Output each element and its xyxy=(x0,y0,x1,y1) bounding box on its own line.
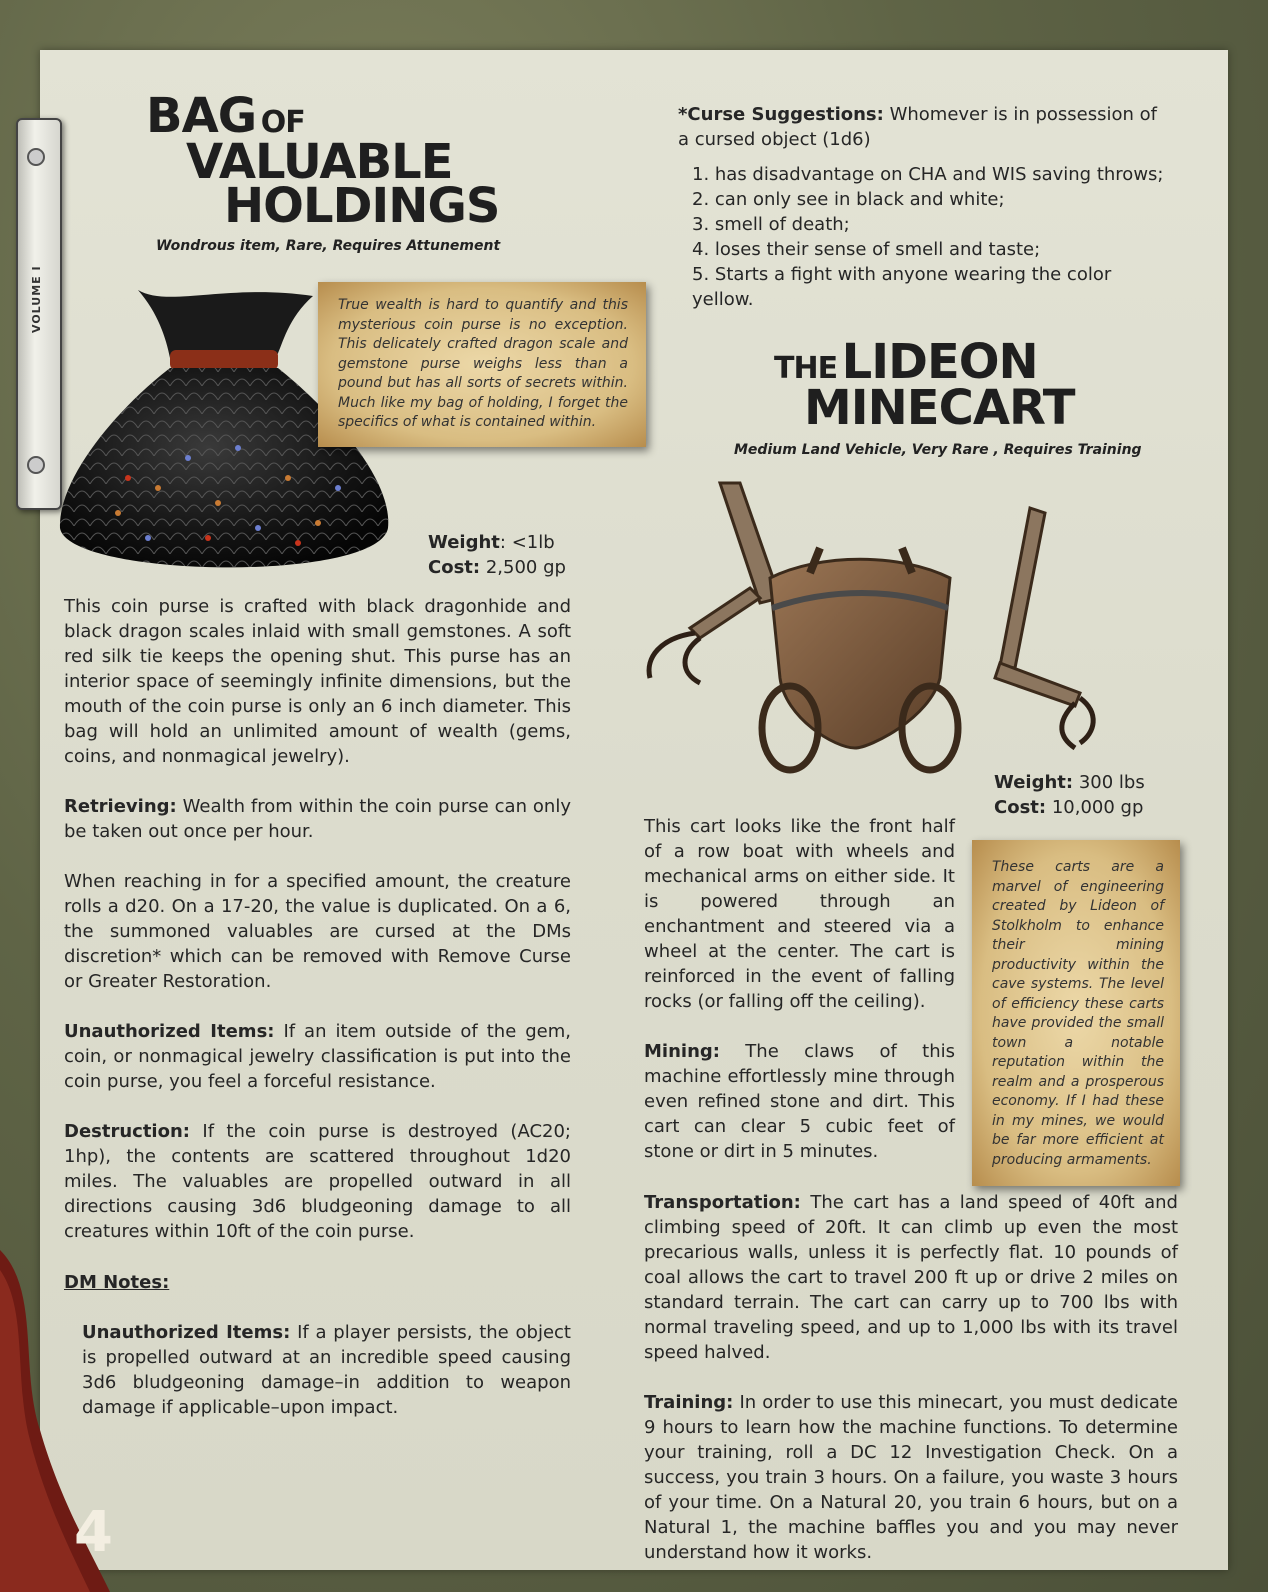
bag-weight-value: : <1lb xyxy=(499,532,555,553)
curse-suggestions xyxy=(678,102,1168,312)
minecart-weight-label: Weight: xyxy=(994,772,1074,793)
minecart-weight-value: 300 lbs xyxy=(1073,772,1145,793)
minecart-quote-parchment xyxy=(972,840,1180,1186)
minecart-image xyxy=(640,478,1110,778)
bag-weight-label: Weight xyxy=(428,532,500,553)
minecart-body-lower xyxy=(644,1190,1178,1590)
minecart-cost-value: 10,000 gp xyxy=(1046,797,1144,818)
bag-cost-value: 2,500 gp xyxy=(480,557,566,578)
curse-item: 3. smell of death; xyxy=(692,214,850,235)
retrieving-label: Retrieving: xyxy=(64,796,177,817)
minecart-body xyxy=(644,814,955,1189)
minecart-mining xyxy=(644,1039,955,1164)
bag-description: This coin purse is crafted with black dragonhide and black dragon scales inlaid with small gemstones. A soft red silk tie keeps the opening shut. This purse has an interior space of seemingly infinite dimensions, but the mouth of the coin purse is only an 6 inch diameter. This bag will hold an unlimited amount of wealth (gems, coins, and nonmagical jewelry). xyxy=(64,596,571,767)
bag-quote-parchment xyxy=(318,282,646,447)
dm-notes-heading: DM Notes: xyxy=(64,1272,170,1293)
destruction-text: If the coin purse is destroyed (AC20; 1hp), the contents are scattered throughout 1d20 miles. The valuables are propelled outward in all directions causing 3d6 bludgeoning damage to all creatures within 10ft of the coin purse. xyxy=(64,1121,571,1242)
minecart-title-word: LIDEON xyxy=(841,334,1038,390)
bag-subtitle: Wondrous item, Rare, Requires Attunement xyxy=(156,238,501,254)
retrieving-text: Wealth from within the coin purse can only be taken out once per hour. xyxy=(64,796,571,842)
dm-notes-body xyxy=(82,1320,571,1420)
curse-item: 2. can only see in black and white; xyxy=(692,189,1005,210)
minecart-description: This cart looks like the front half of a row boat with wheels and mechanical arms on either side. It is powered through an enchantment and steered via a wheel at the center. The cart is reinforced in the event of falling rocks (or falling off the ceiling). xyxy=(644,816,955,1012)
bag-title-line: VALUABLE xyxy=(186,134,453,190)
bag-body xyxy=(64,594,571,1269)
bag-quote-text: True wealth is hard to quantify and this mysterious coin purse is no exception. This delicately crafted dragon scale and gemstone purse weighs less than a pound but has all sorts of secrets within. Much like my bag of holding, I forget the specifics of what is contained within. xyxy=(338,297,628,430)
minecart-title-word: THE xyxy=(774,351,838,386)
unauthorized-label: Unauthorized Items: xyxy=(64,1021,275,1042)
mining-text: The claws of this machine effortlessly mine through even refined stone and dirt. This cart can clear 5 cubic feet of stone or dirt in 5 minutes. xyxy=(644,1041,955,1162)
bag-stats xyxy=(428,530,566,580)
minecart-stats xyxy=(994,770,1145,820)
curse-item: 4. loses their sense of smell and taste; xyxy=(692,239,1041,260)
tab-rivet-icon xyxy=(27,456,45,474)
dm-unauthorized-label: Unauthorized Items: xyxy=(82,1322,291,1343)
bag-title xyxy=(146,88,500,234)
bag-retrieving xyxy=(64,794,571,844)
transport-label: Transportation: xyxy=(644,1192,801,1213)
minecart-subtitle: Medium Land Vehicle, Very Rare , Requires Training xyxy=(734,442,1142,458)
tab-rivet-icon xyxy=(27,148,45,166)
unauthorized-text: If an item outside of the gem, coin, or nonmagical jewelry classification is put into the coin purse, you feel a forceful resistance. xyxy=(64,1021,571,1092)
curse-label: *Curse Suggestions: xyxy=(678,104,884,125)
minecart-title-line: MINECART xyxy=(804,380,1075,436)
curse-item: 1. has disadvantage on CHA and WIS saving throws; xyxy=(692,164,1164,185)
training-text: In order to use this minecart, you must dedicate 9 hours to learn how the machine functions. To determine your training, roll a DC 12 Investigation Check. On a success, you train 3 hours. On a failure, you waste 3 hours of your time. On a Natural 20, you train 6 hours, but on a Natural 1, the machine baffles you and you may never understand how it works. xyxy=(644,1392,1178,1563)
volume-label: VOLUME I xyxy=(30,265,43,333)
curse-intro: Whomever is in possession of a cursed object (1d6) xyxy=(678,104,1157,150)
training-label: Training: xyxy=(644,1392,734,1413)
curse-item: 5. Starts a fight with anyone wearing the color yellow. xyxy=(692,264,1112,310)
dm-notes xyxy=(64,1270,571,1295)
bag-title-line: HOLDINGS xyxy=(224,178,500,234)
minecart-transport xyxy=(644,1190,1178,1365)
dm-unauthorized-text: If a player persists, the object is propelled outward at an incredible speed causing 3d6 bludgeoning damage–in addition to weapon damage if applicable–upon impact. xyxy=(82,1322,571,1418)
page-number: 4 xyxy=(74,1500,113,1565)
curse-list xyxy=(678,162,1168,312)
bag-destruction xyxy=(64,1119,571,1244)
minecart-cost-label: Cost: xyxy=(994,797,1047,818)
bag-reaching: When reaching in for a specified amount, the creature rolls a d20. On a 17-20, the value is duplicated. On a 6, the summoned valuables are cursed at the DMs discretion* which can be removed with Remove Curse or Greater Restoration. xyxy=(64,871,571,992)
destruction-label: Destruction: xyxy=(64,1121,190,1142)
bag-unauthorized xyxy=(64,1019,571,1094)
minecart-training xyxy=(644,1390,1178,1565)
transport-text: The cart has a land speed of 40ft and climbing speed of 20ft. It can climb up even the most precarious walls, unless it is perfectly flat. 10 pounds of coal allows the cart to travel 200 ft up or drive 2 miles on standard terrain. The cart can carry up to 700 lbs with normal traveling speed, and up to 1,000 lbs with its travel speed halved. xyxy=(644,1192,1178,1363)
bag-title-word: BAG xyxy=(146,88,257,144)
bag-title-word: OF xyxy=(260,105,305,140)
minecart-quote-text: These carts are a marvel of engineering created by Lideon of Stolkholm to enhance their mining productivity within the cave systems. The level of efficiency these carts have provided the small town a notable reputation within the realm and a prosperous economy. If I had these in my mines, we would be far more efficient at producing armaments. xyxy=(992,859,1164,1168)
mining-label: Mining: xyxy=(644,1041,720,1062)
bag-cost-label: Cost: xyxy=(428,557,481,578)
minecart-title xyxy=(774,334,1075,436)
